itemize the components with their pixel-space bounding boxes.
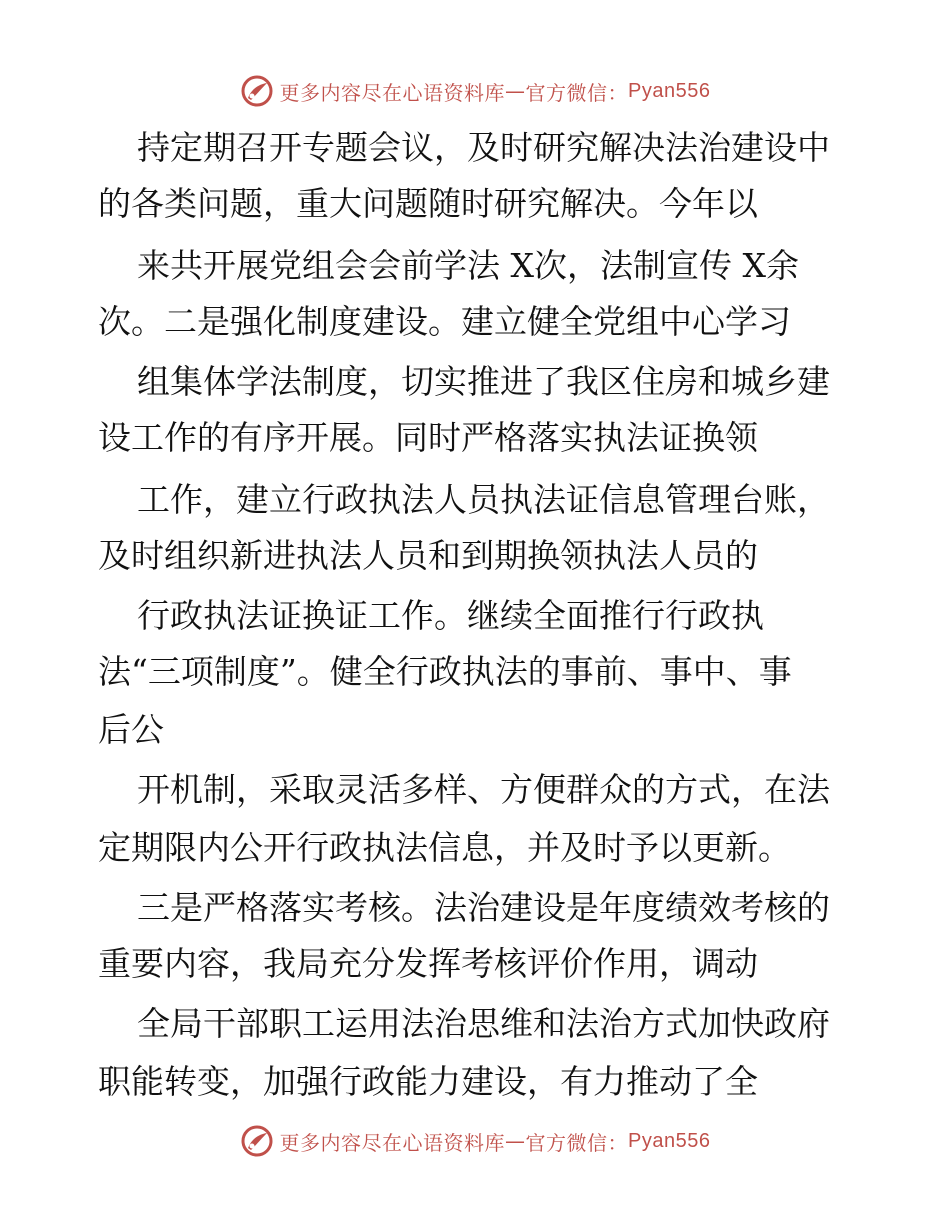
body-line: 法“三项制度”。健全行政执法的事前、事中、事 — [98, 652, 792, 691]
body-line: 重要内容，我局充分发挥考核评价作用，调动 — [98, 944, 758, 983]
body-line: 设工作的有序开展。同时严格落实执法证换领 — [98, 418, 758, 457]
body-line: 来共开展党组会会前学法 X次，法制宣传 X余 — [137, 246, 799, 285]
body-line: 持定期召开专题会议，及时研究解决法治建设中 — [137, 128, 830, 167]
footer-separator: — — [505, 1129, 526, 1153]
body-line: 定期限内公开行政执法信息，并及时予以更新。 — [98, 828, 791, 867]
footer-official-label: 官方微信： — [525, 1130, 629, 1155]
header-official-label: 官方微信： — [525, 80, 629, 105]
header-separator: — — [505, 79, 526, 103]
body-line: 及时组织新进执法人员和到期换领执法人员的 — [98, 536, 758, 575]
body-line: 开机制，采取灵活多样、方便群众的方式，在法 — [137, 770, 830, 809]
footer-wechat-id: Pyan556 — [628, 1129, 711, 1152]
brand-logo-icon — [240, 1124, 274, 1158]
body-line: 次。二是强化制度建设。建立健全党组中心学习 — [98, 302, 791, 341]
body-line: 组集体学法制度，切实推进了我区住房和城乡建 — [137, 362, 830, 401]
body-line: 行政执法证换证工作。继续全面推行行政执 — [137, 596, 764, 635]
header-brand-text: 更多内容尽在心语资料库 — [279, 80, 506, 105]
body-line: 工作，建立行政执法人员执法证信息管理台账， — [137, 480, 830, 519]
body-line: 三是严格落实考核。法治建设是年度绩效考核的 — [137, 888, 830, 927]
body-line: 后公 — [98, 710, 164, 749]
body-line: 全局干部职工运用法治思维和法治方式加快政府 — [137, 1004, 830, 1043]
header-wechat-id: Pyan556 — [628, 79, 711, 102]
footer-brand-text: 更多内容尽在心语资料库 — [279, 1130, 506, 1155]
footer-banner — [0, 1121, 950, 1161]
body-line: 职能转变，加强行政能力建设，有力推动了全 — [98, 1062, 758, 1101]
body-line: 的各类问题，重大问题随时研究解决。今年以 — [98, 184, 758, 223]
